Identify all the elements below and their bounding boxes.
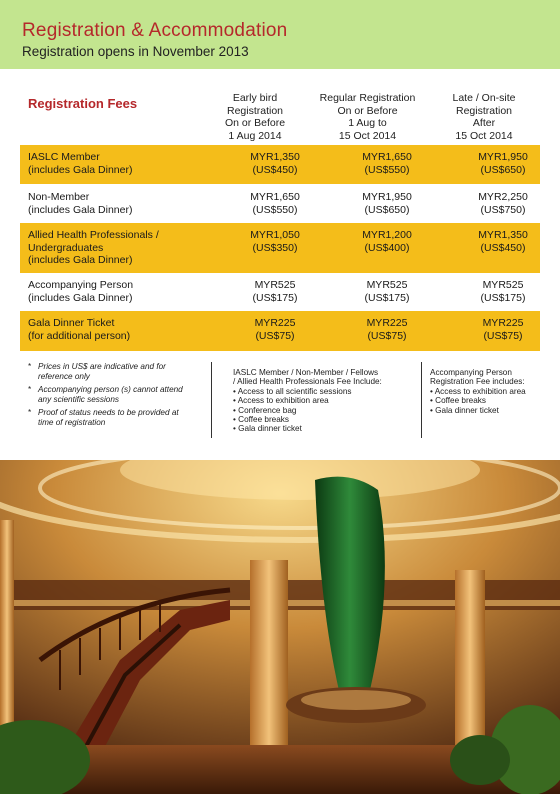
row-label xyxy=(28,229,159,267)
price-usd: (US$75) xyxy=(367,329,407,342)
col-header-early-bird xyxy=(205,92,305,142)
price-cell xyxy=(332,229,442,254)
row-label-line: Allied Health Professionals / xyxy=(28,229,159,241)
col-header-line: 15 Oct 2014 xyxy=(338,129,397,142)
price-cell xyxy=(220,191,330,216)
inclusion-item: • Gala dinner ticket xyxy=(233,424,413,433)
fees-title: Registration Fees xyxy=(28,96,138,111)
fee-row-non-member xyxy=(20,185,540,223)
price-cell xyxy=(220,229,330,254)
price-usd: (US$650) xyxy=(364,203,410,216)
price-myr: MYR2,250 xyxy=(478,191,528,203)
note-line: time of registration xyxy=(38,417,106,427)
col-header-line: 1 Aug to xyxy=(348,117,387,129)
inclusion-item: • Coffee breaks xyxy=(233,415,413,424)
price-usd: (US$175) xyxy=(480,291,526,304)
note-line: * Accompanying person (s) cannot attend xyxy=(38,385,183,395)
row-label-line: (includes Gala Dinner) xyxy=(28,163,133,176)
inclusion-item: • Gala dinner ticket xyxy=(430,406,555,415)
price-usd: (US$650) xyxy=(480,163,526,176)
col-header-line: Early bird xyxy=(232,92,278,104)
accompanying-fee-inclusions xyxy=(430,368,555,415)
col-header-line: After xyxy=(472,117,496,129)
price-usd: (US$550) xyxy=(364,163,410,176)
price-usd: (US$75) xyxy=(483,329,523,342)
price-usd: (US$450) xyxy=(480,241,526,254)
row-label xyxy=(28,279,133,304)
row-label-line: Undergraduates xyxy=(28,241,104,254)
price-cell xyxy=(448,151,558,176)
inclusions-heading: / Allied Health Professionals Fee Include: xyxy=(233,377,382,387)
price-myr: MYR1,950 xyxy=(478,151,528,163)
row-label xyxy=(28,317,130,342)
row-label-line: (for additional person) xyxy=(28,329,131,342)
col-header-line: Registration xyxy=(226,104,284,117)
price-cell xyxy=(448,191,558,216)
price-usd: (US$550) xyxy=(252,203,298,216)
col-header-line: 1 Aug 2014 xyxy=(228,129,282,142)
fee-row-iaslc-member xyxy=(20,145,540,184)
inclusions-heading: Registration Fee includes: xyxy=(430,377,525,387)
price-usd: (US$175) xyxy=(252,291,298,304)
hotel-lobby-photo xyxy=(0,460,560,794)
col-header-regular xyxy=(310,92,425,142)
price-usd: (US$450) xyxy=(252,163,298,176)
price-cell xyxy=(332,317,442,342)
inclusions-list xyxy=(233,387,413,434)
inclusion-item: • Access to all scientific sessions xyxy=(233,387,413,396)
price-cell xyxy=(448,317,558,342)
price-myr: MYR525 xyxy=(482,279,524,291)
inclusions-heading: IASLC Member / Non-Member / Fellows xyxy=(233,368,379,377)
col-header-line: Registration xyxy=(455,104,513,117)
fee-row-gala-dinner xyxy=(20,311,540,351)
note-line: any scientific sessions xyxy=(38,394,119,404)
row-label xyxy=(28,191,132,216)
inclusions-heading: Accompanying Person xyxy=(430,368,512,377)
note-item xyxy=(28,408,193,427)
row-label-line: (includes Gala Dinner) xyxy=(28,203,133,216)
row-label-line: Gala Dinner Ticket xyxy=(28,317,115,329)
price-myr: MYR525 xyxy=(254,279,296,291)
price-myr: MYR225 xyxy=(254,317,296,329)
price-usd: (US$175) xyxy=(364,291,410,304)
divider xyxy=(211,362,212,438)
note-line: * Prices in US$ are indicative and for xyxy=(38,362,166,371)
price-myr: MYR1,350 xyxy=(250,151,300,163)
price-myr: MYR1,200 xyxy=(362,229,412,241)
col-header-line: On or Before xyxy=(337,104,398,117)
col-header-line: Late / On-site xyxy=(452,92,516,104)
note-line: * Proof of status needs to be provided at xyxy=(38,408,179,418)
price-myr: MYR525 xyxy=(366,279,408,291)
col-header-line: 15 Oct 2014 xyxy=(455,129,513,142)
price-cell xyxy=(332,151,442,176)
col-header-late xyxy=(434,92,534,142)
col-header-line: On or Before xyxy=(224,117,286,129)
price-cell xyxy=(448,229,558,254)
note-item xyxy=(28,385,193,404)
col-header-line: Regular Registration xyxy=(319,92,416,104)
page-subtitle: Registration opens in November 2013 xyxy=(22,44,249,59)
price-cell xyxy=(332,279,442,304)
row-label-line: (includes Gala Dinner) xyxy=(28,254,133,266)
inclusion-item: • Access to exhibition area xyxy=(430,387,555,396)
inclusions-list xyxy=(430,387,555,415)
row-label-line: (includes Gala Dinner) xyxy=(28,291,133,304)
row-label-line: Accompanying Person xyxy=(28,279,134,291)
price-cell xyxy=(220,151,330,176)
price-myr: MYR1,050 xyxy=(250,229,300,241)
price-usd: (US$350) xyxy=(252,241,298,254)
hotel-lobby-illustration xyxy=(0,460,560,794)
price-usd: (US$750) xyxy=(480,203,526,216)
price-cell xyxy=(220,279,330,304)
member-fee-inclusions xyxy=(233,368,413,434)
price-cell xyxy=(332,191,442,216)
price-usd: (US$400) xyxy=(364,241,410,254)
price-myr: MYR1,950 xyxy=(362,191,412,203)
page-header xyxy=(0,0,560,69)
note-line: reference only xyxy=(38,371,90,381)
notes-list xyxy=(28,362,193,432)
price-cell xyxy=(448,279,558,304)
row-label-line: IASLC Member xyxy=(28,151,100,163)
note-item xyxy=(28,362,193,381)
price-myr: MYR1,650 xyxy=(362,151,412,163)
divider xyxy=(421,362,422,438)
inclusion-item: • Access to exhibition area xyxy=(233,396,413,405)
price-myr: MYR1,650 xyxy=(250,191,300,203)
price-myr: MYR225 xyxy=(482,317,524,329)
price-cell xyxy=(220,317,330,342)
price-myr: MYR1,350 xyxy=(478,229,528,241)
price-usd: (US$75) xyxy=(255,329,295,342)
price-myr: MYR225 xyxy=(366,317,408,329)
row-label-line: Non-Member xyxy=(28,191,90,203)
inclusion-item: • Conference bag xyxy=(233,406,413,415)
inclusion-item: • Coffee breaks xyxy=(430,396,555,405)
page-title: Registration & Accommodation xyxy=(22,20,288,41)
row-label xyxy=(28,151,132,176)
fee-row-allied-health xyxy=(20,223,540,273)
fee-row-accompanying xyxy=(20,273,540,311)
